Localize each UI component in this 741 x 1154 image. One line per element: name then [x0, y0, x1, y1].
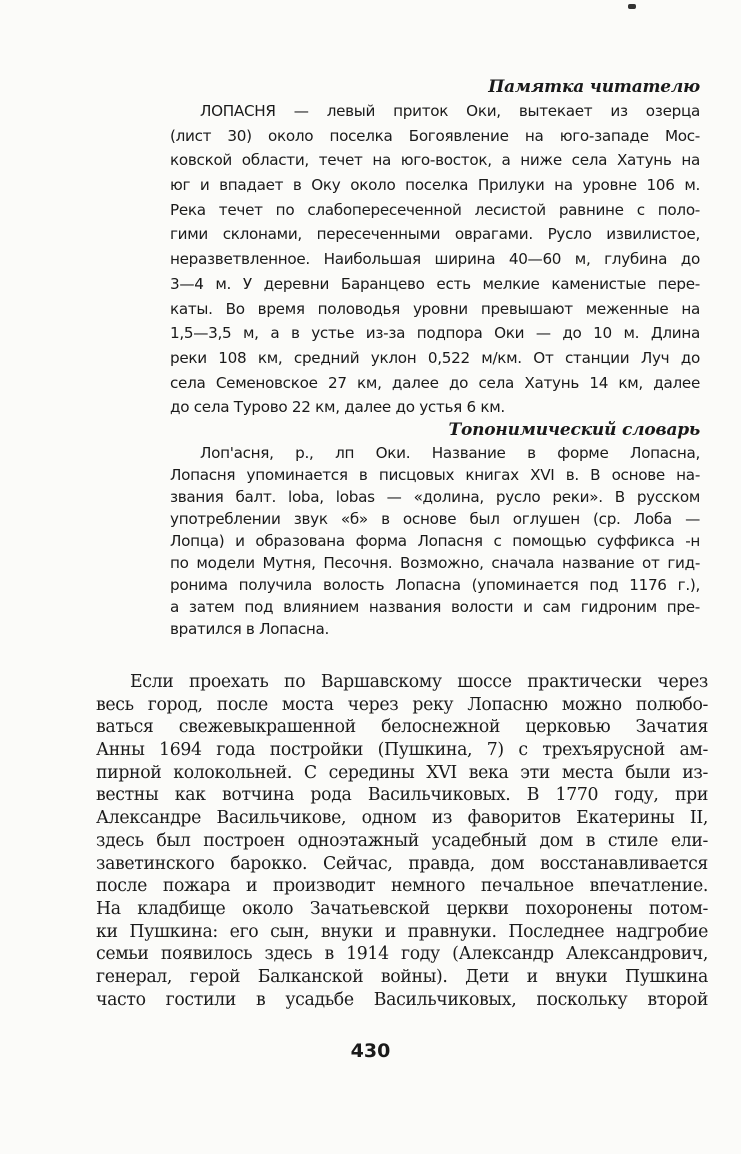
- scan-artifact: [628, 4, 636, 9]
- text-line: неразветвленное. Наибольшая ширина 40—60 м, глубина до: [170, 250, 700, 269]
- dictionary-heading: Топонимический словарь: [448, 420, 700, 440]
- text-line: после пожара и производит немного печальное впечатление.: [96, 876, 708, 897]
- text-line: пирной колокольней. С середины XVI века эти места были из-: [96, 762, 708, 783]
- text-line: ковской области, течет на юго-восток, а ниже села Хатунь на: [170, 151, 700, 170]
- text-line: гими склонами, пересеченными оврагами. Русло извилистое,: [170, 225, 700, 244]
- text-line: Анны 1694 года постройки (Пушкина, 7) с трехъярусной ам-: [96, 740, 708, 761]
- text-line: 3—4 м. У деревни Баранцево есть мелкие каменистые пере-: [170, 274, 700, 293]
- text-line: Лопца) и образована форма Лопасня с помощью суффикса -н: [170, 532, 700, 550]
- text-line: а затем под влиянием названия волости и сам гидроним пре-: [170, 598, 700, 616]
- text-line: до села Турово 22 км, далее до устья 6 км.: [170, 398, 505, 417]
- text-line: по модели Мутня, Песочня. Возможно, сначала название от гид-: [170, 554, 700, 572]
- text-line: Лопасня упоминается в писцовых книгах XVI в. В основе на-: [170, 466, 700, 484]
- text-line: 1,5—3,5 м, а в устье из-за подпора Оки — до 10 м. Длина: [170, 324, 700, 343]
- text-line: реки 108 км, средний уклон 0,522 м/км. От станции Луч до: [170, 348, 700, 367]
- text-line: Если проехать по Варшавскому шоссе практически через: [130, 672, 708, 692]
- text-line: вестны как вотчина рода Васильчиковых. В 1770 году, при: [96, 785, 708, 806]
- main-body-text: [96, 671, 708, 1011]
- text-line: употреблении звук «б» в основе был оглушен (ср. Лоба —: [170, 510, 700, 528]
- text-line: семьи появилось здесь в 1914 году (Александр Александрович,: [96, 944, 708, 965]
- text-line: Лоп'асня, р., лп Оки. Название в форме Лопасна,: [200, 444, 700, 462]
- dictionary-section: [170, 418, 700, 640]
- memo-text: [170, 99, 700, 420]
- text-line: ЛОПАСНЯ — левый приток Оки, вытекает из озерца: [200, 102, 700, 120]
- memo-heading: Памятка читателю: [488, 77, 700, 97]
- text-line: вратился в Лопасна.: [170, 620, 330, 638]
- text-line: ки Пушкина: его сын, внуки и правнуки. Последнее надгробие: [96, 921, 708, 942]
- text-line: ваться свежевыкрашенной белоснежной церковью Зачатия: [96, 717, 708, 738]
- text-line: весь город, после моста через реку Лопасню можно полюбо-: [96, 694, 708, 715]
- text-line: Александре Васильчикове, одном из фаворитов Екатерины II,: [96, 808, 708, 829]
- text-line: юг и впадает в Оку около поселка Прилуки на уровне 106 м.: [170, 176, 700, 195]
- text-line: генерал, герой Балканской войны). Дети и внуки Пушкина: [96, 966, 708, 987]
- text-line: каты. Во время половодья уровни превышают меженные на: [170, 299, 700, 318]
- page-number: 430: [350, 1040, 391, 1062]
- text-line: села Семеновское 27 км, далее до села Хатунь 14 км, далее: [170, 373, 700, 392]
- text-line: здесь был построен одноэтажный усадебный дом в стиле ели-: [96, 830, 708, 851]
- text-line: Река течет по слабопересеченной лесистой равнине с поло-: [170, 200, 700, 219]
- text-line: ронима получила волость Лопасна (упоминается под 1176 г.),: [170, 576, 700, 594]
- text-line: заветинского барокко. Сейчас, правда, дом восстанавливается: [96, 853, 708, 874]
- text-line: часто гостили в усадьбе Васильчиковых, поскольку второй: [96, 989, 708, 1010]
- text-line: На кладбище около Зачатьевской церкви похоронены потом-: [96, 898, 708, 919]
- text-line: звания балт. loba, lobas — «долина, русло реки». В русском: [170, 488, 700, 506]
- memo-section: [170, 75, 700, 420]
- text-line: (лист 30) около поселка Богоявление на юго-западе Мос-: [170, 126, 700, 145]
- dictionary-text: [170, 442, 700, 640]
